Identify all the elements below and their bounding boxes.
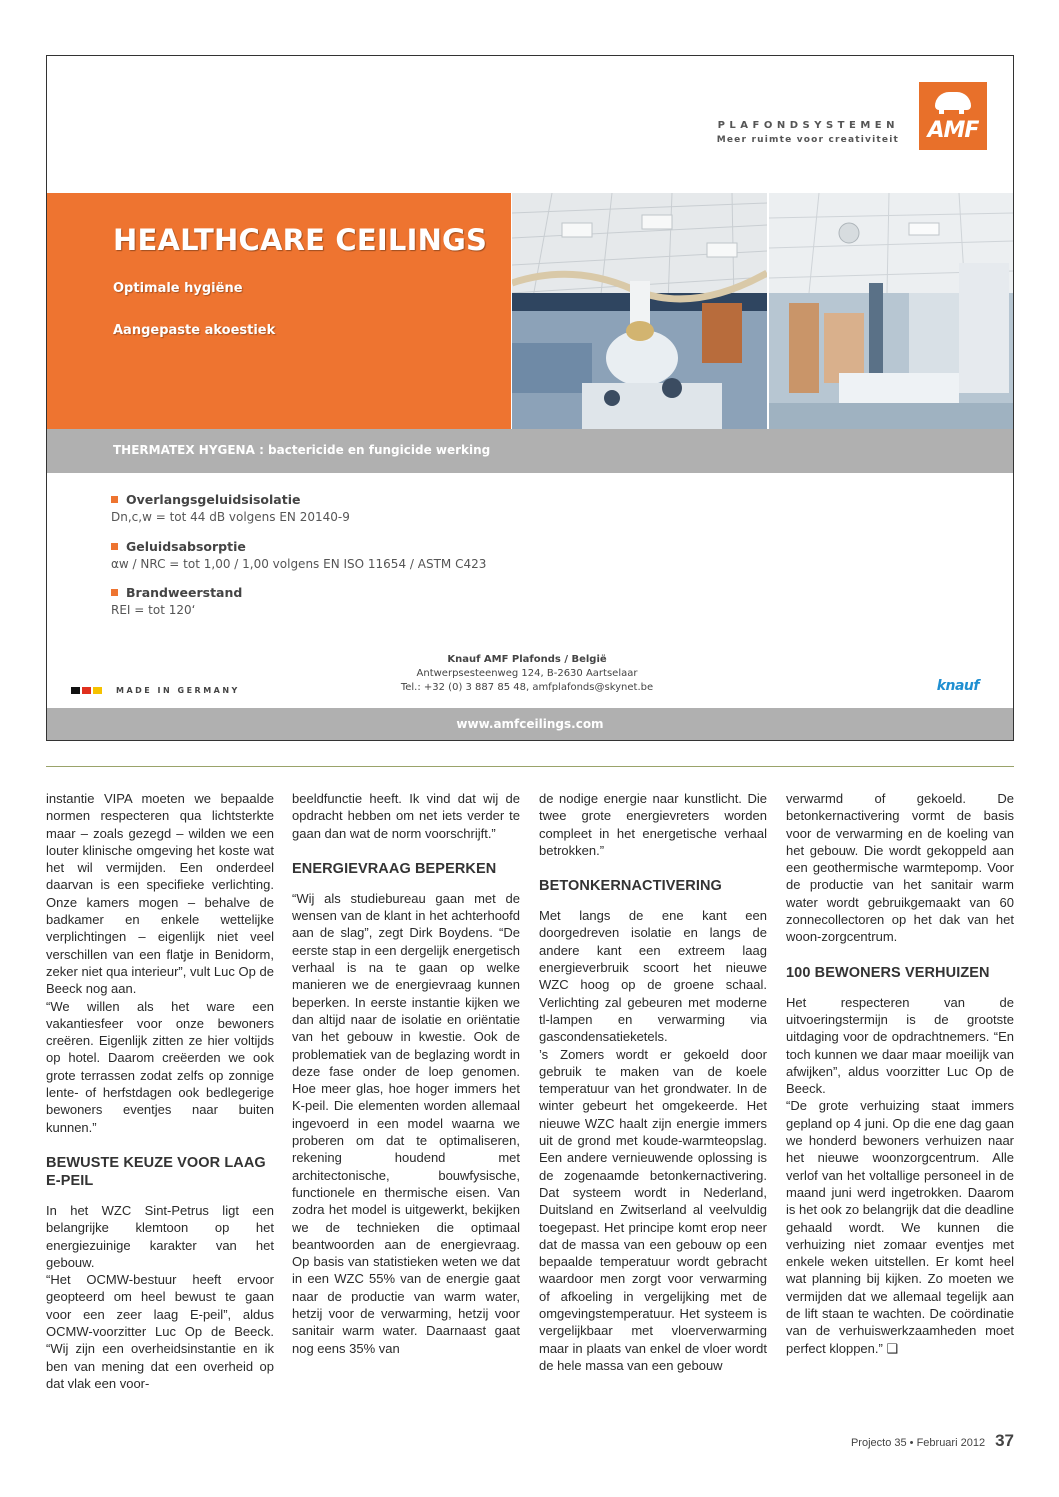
german-flag-icon (71, 687, 104, 694)
feature-title: Geluidsabsorptie (126, 539, 246, 554)
separator-line (46, 766, 1014, 767)
section-heading: BETONKERNACTIVERING (539, 878, 722, 895)
brand-tagline: Meer ruimte voor creativiteit (716, 135, 899, 145)
section-heading: 100 BEWONERS VERHUIZEN (786, 964, 990, 981)
company-name: Knauf AMF Plafonds / België (447, 654, 607, 665)
paragraph: “Het OCMW-bestuur heeft ervoor geopteerd om heel bewust te gaan voor een zeer laag E-peil”, aldus OCMW-voorzitter Luc Op de Beeck. “Wij zijn een overheidsinstantie en ik ben van mening dat een overheid op dat vlak een voor- (46, 1272, 274, 1391)
feature-fire-resistance (111, 585, 242, 617)
feature-sound-absorption (111, 539, 486, 571)
made-in-text: MADE IN GERMANY (116, 686, 240, 695)
feature-sound-insulation (111, 492, 350, 524)
feature-title: Overlangsgeluidsisolatie (126, 492, 301, 507)
ad-subtitle-hygiene: Optimale hygiëne (113, 281, 243, 296)
section-heading: ENERGIEVRAAG BEPERKEN (292, 860, 497, 877)
paragraph: Met langs de ene kant een doorgedreven isolatie en langs de andere kant een extreem laag energieverbruik scoort het nieuwe WZC hoog op de groene schaal. Verlichting zal gebeuren met moderne tl-lampen en verwarming via gascondensatieketels. (539, 908, 767, 1045)
company-address (347, 653, 707, 695)
paragraph: de nodige energie naar kunstlicht. Die twee grote energievreters worden compleet in het energetische verhaal betrokken.” (539, 791, 767, 858)
article-column-4 (786, 790, 1014, 1357)
paragraph: “Wij als studiebureau gaan met de wensen van de klant in het achterhoofd aan de slag”, zegt Dirk Boydens. “De eerste stap in een dergelijk energetisch verhaal is na te gaan op welke manieren we de energievraag kunnen beperken. In eerste instantie kijken we dan altijd naar de isolatie en oriëntatie van het gebouw in kwestie. Ook de problematiek van de beglazing wordt in deze fase onder de loep genomen. Hoe meer glas, hoe hoger immers het K-peil. Die elementen worden allemaal ingevoerd in een model waarna we proberen om dat te optimaliseren, rekening houdend met architectonische, bouwfysische, functionele en thermische eisen. Van zodra het model is uitgewerkt, bekijken we de technieken die optimaal beantwoorden aan de energievraag. Op basis van statistieken weten we dat in een WZC 55% van de energie gaat naar de productie van warm water, hetzij voor de verwarming, hetzij voor sanitair warm water. Daarnaast gaat nog eens 35% van (292, 890, 520, 1356)
amf-logo (919, 82, 987, 150)
brand-line: PLAFONDSYSTEMEN (717, 120, 899, 131)
section-heading: BEWUSTE KEUZE VOOR LAAG E-PEIL (46, 1154, 266, 1189)
website-link[interactable]: www.amfceilings.com (456, 717, 604, 731)
made-in-germany (71, 686, 240, 695)
feature-title: Brandweerstand (126, 585, 243, 600)
hero-orange-panel (47, 193, 511, 429)
paragraph: ’s Zomers wordt er gekoeld door gebruik te maken van de koele temperatuur van het grondwater. In de winter gebeurt het omgekeerde. Het nieuwe WZC haalt zijn energie immers uit de grond met koude-warmteopslag. Een andere vernieuwende oplossing is de zogenaamde betonkernactivering. Dat systeem wordt in Nederland, Duitsland en Zwitserland al veelvuldig toegepast. Het principe komt erop neer dat de massa van een gebouw op een bepaalde temperatuur wordt gebracht waardoor men zorgt voor verwarming of afkoeling in vergelijking met de omgevingstemperatuur. Het systeem is vergelijkbaar met vloerverwarming maar in plaats van enkel de vloer wordt de hele massa van een gebouw (539, 1046, 767, 1373)
ad-subtitle-acoustics: Aangepaste akoestiek (113, 323, 276, 338)
ceiling-photo-hospital-room (769, 193, 1013, 429)
page-footer (851, 1431, 1014, 1451)
logo-text: AMF (927, 118, 979, 143)
publication-info: Projecto 35 • Februari 2012 (850, 1437, 986, 1449)
orange-bullet-icon (111, 496, 118, 503)
paragraph: instantie VIPA moeten we bepaalde normen respecteren qua lichtsterkte maar – zoals gezegd – wilden we een louter klinische omgeving het koste wat het wil vermijden. Een onderdeel daarvan is een specifieke verlichting. Onze kamers mogen – behalve de badkamer en enkele wettelijke verplichtingen – eigenlijk niet veel verschillen van een flatje in Benidorm, zeker niet qua interieur”, vult Luc Op de Beeck nog aan. (46, 791, 274, 997)
feature-value: REI = tot 120‘ (111, 603, 196, 617)
knauf-logo: knauf (936, 678, 979, 694)
page-number: 37 (995, 1431, 1014, 1450)
article-column-1 (46, 790, 274, 1392)
paragraph: “We willen als het ware een vakantiesfeer voor onze bewoners creëren. Eigenlijk zitten ze hier voltijds op hotel. Daarom creëerden we ook grote terrassen zodat zelfs op zonnige lente- of herfstdagen ook bedlegerige bewoners eventjes naar buiten kunnen.” (46, 998, 274, 1135)
orange-bullet-icon (111, 589, 118, 596)
orange-bullet-icon (111, 543, 118, 550)
url-band (47, 708, 1013, 741)
lab-photo-illustration (512, 193, 767, 429)
advertisement (46, 55, 1014, 741)
street-address: Antwerpsesteenweg 124, B-2630 Aartselaar (416, 668, 638, 679)
paragraph: Het respecteren van de uitvoeringstermijn is de grootste uitdaging voor de opdrachtnemers. “En toch kunnen we daar maar moeilijk van afwijken”, aldus voorzitter Luc Op de Beeck. (786, 994, 1014, 1097)
brand-block (717, 120, 899, 145)
ad-title: HEALTHCARE CEILINGS (113, 223, 488, 257)
product-band (47, 429, 1013, 473)
paragraph: “De grote verhuizing staat immers gepland op 4 juni. Op die ene dag gaan we honderd bewoners verhuizen naar het nieuwe woonzorgcentrum. Alle verlof van het voltallige personeel in de maand juni werd ingetrokken. Daarom is het ook zo belangrijk dat die deadline gehaald wordt. We kunnen die verhuizing niet zomaar eventjes met enkele weken uitstellen. Er komt heel wat planning bij kijken. Zo moeten we vermijden dat we allemaal tegelijk aan de lift staan te wachten. De coördinatie van de verhuiswerkzaamheden moet perfect kloppen.” ❑ (786, 1098, 1014, 1356)
ceiling-photo-lab (512, 193, 767, 429)
article-column-3 (539, 790, 767, 1374)
hero-banner (47, 193, 1013, 429)
contact-info: Tel.: +32 (0) 3 887 85 48, amfplafonds@skynet.be (400, 682, 654, 693)
product-band-text: THERMATEX HYGENA : bactericide en fungicide werking (113, 443, 491, 457)
paragraph: beeldfunctie heeft. Ik vind dat wij de opdracht hebben om net iets verder te gaan dan wat de norm voorschrijft.” (292, 791, 520, 841)
feature-value: αw / NRC = tot 1,00 / 1,00 volgens EN ISO 11654 / ASTM C423 (111, 557, 487, 571)
hospital-photo-illustration (769, 193, 1013, 429)
paragraph: In het WZC Sint-Petrus ligt een belangrijke klemtoon op het energiezuinige karakter van het gebouw. (46, 1202, 274, 1270)
article-column-2 (292, 790, 520, 1357)
paragraph: verwarmd of gekoeld. De betonkernactivering vormt de basis voor de verwarming en de koeling van het gebouw. Die wordt gekoppeld aan een geothermische warmtepomp. Voor de productie van het sanitair warm water wordt gebruikgemaakt van 60 zonnecollectoren op het dak van het woon-zorgcentrum. (786, 791, 1014, 945)
feature-value: Dn,c,w = tot 44 dB volgens EN 20140-9 (111, 510, 350, 524)
